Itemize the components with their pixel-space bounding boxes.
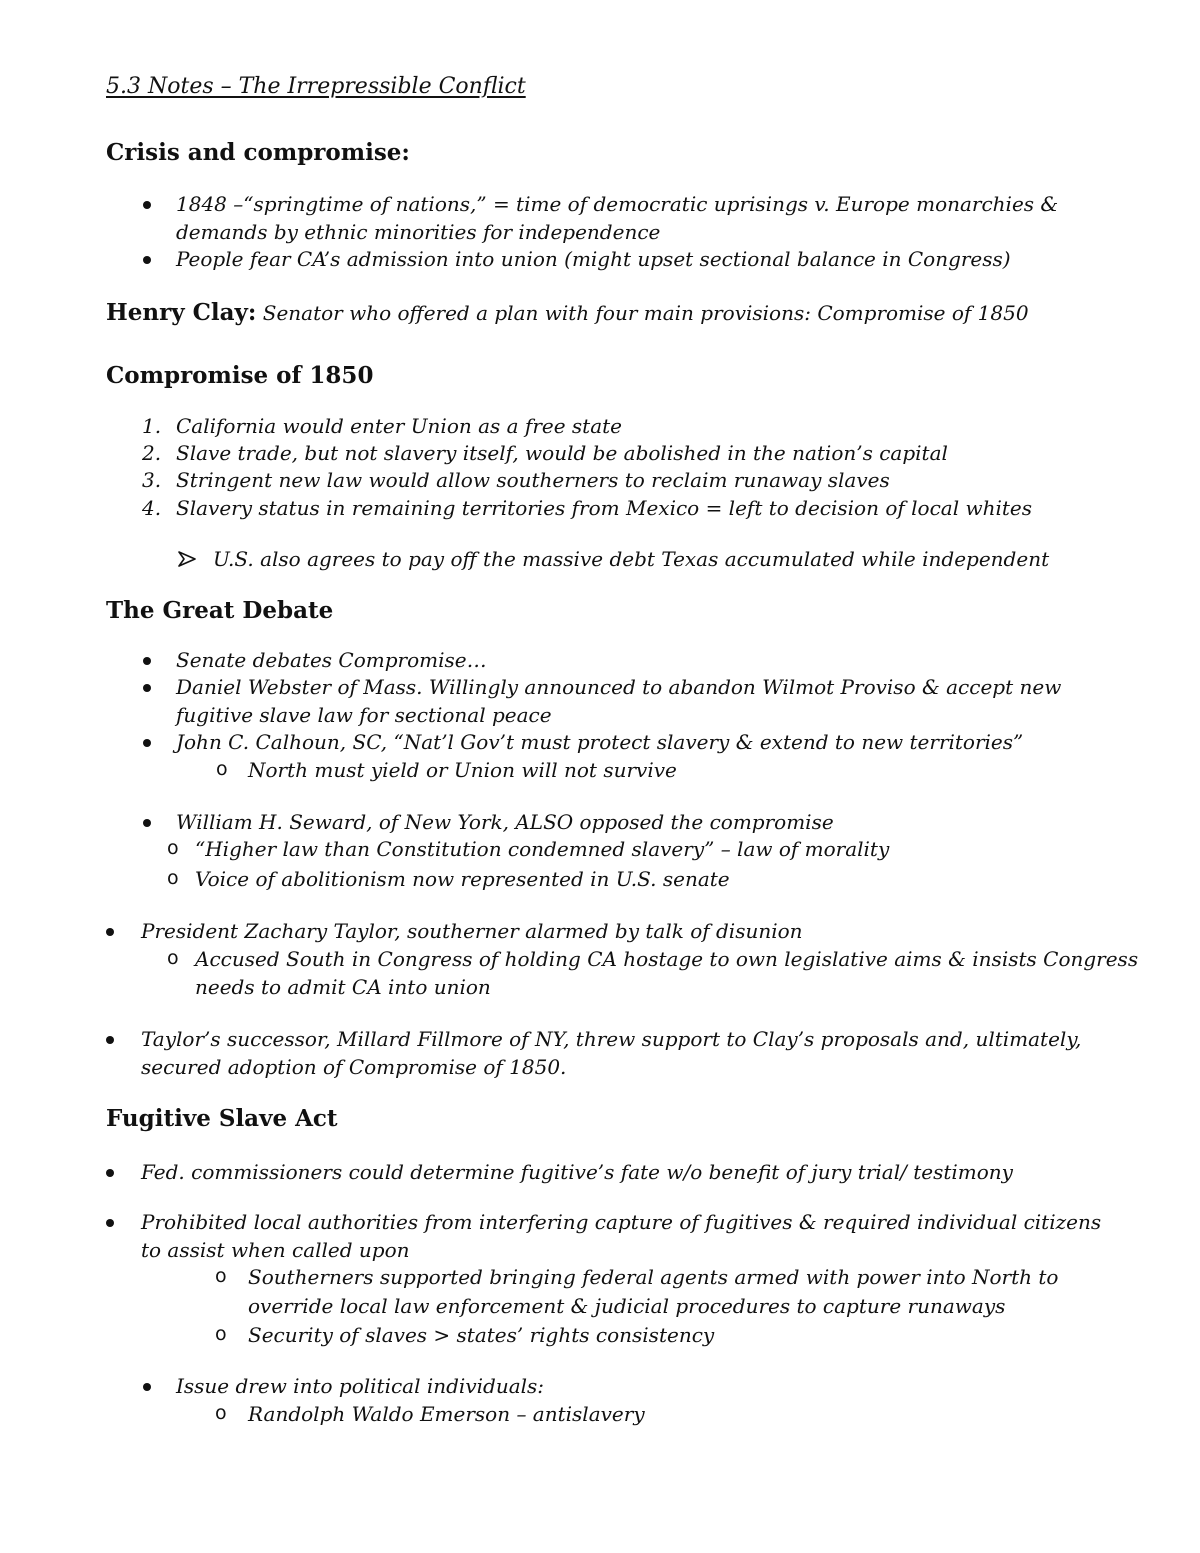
disc-bullet-icon [106, 1219, 114, 1227]
debate-bullet-6-line-2: secured adoption of Compromise of 1850. [141, 1055, 567, 1079]
list-number: 2. [142, 441, 162, 465]
circle-bullet-icon: o [167, 867, 179, 889]
compromise-item-1: California would enter Union as a free state [176, 414, 623, 438]
circle-bullet-icon: o [215, 1323, 227, 1345]
debate-bullet-3: John C. Calhoun, SC, “Nat’l Gov’t must protect slavery & extend to new territories” [176, 730, 1024, 754]
list-number: 1. [142, 414, 162, 438]
debate-bullet-4-sub-1: “Higher law than Constitution condemned slavery” – law of morality [195, 837, 890, 861]
compromise-arrow-note: U.S. also agrees to pay off the massive debt Texas accumulated while independent [213, 547, 1050, 571]
debate-bullet-1: Senate debates Compromise… [176, 648, 487, 672]
debate-bullet-5: President Zachary Taylor, southerner alarmed by talk of disunion [141, 919, 803, 943]
list-number: 4. [142, 496, 162, 520]
disc-bullet-icon [143, 256, 151, 264]
disc-bullet-icon [106, 928, 114, 936]
circle-bullet-icon: o [215, 1265, 227, 1287]
compromise-item-2: Slave trade, but not slavery itself, would be abolished in the nation’s capital [176, 441, 948, 465]
disc-bullet-icon [143, 739, 151, 747]
crisis-bullet-1-line-1: 1848 –“springtime of nations,” = time of democratic uprisings v. Europe monarchies & [176, 192, 1059, 216]
disc-bullet-icon [143, 684, 151, 692]
arrowhead-bullet-icon [178, 551, 196, 567]
circle-bullet-icon: o [167, 947, 179, 969]
section-heading-fugitive: Fugitive Slave Act [106, 1105, 338, 1132]
debate-bullet-3-sub: North must yield or Union will not survive [248, 758, 677, 782]
section-heading-compromise: Compromise of 1850 [106, 362, 374, 389]
fugitive-bullet-2-sub-1-line-2: override local law enforcement & judicial procedures to capture runaways [248, 1294, 1006, 1318]
fugitive-bullet-2-line-2: to assist when called upon [141, 1238, 410, 1262]
henry-clay-label: Henry Clay: [106, 299, 257, 326]
fugitive-bullet-1: Fed. commissioners could determine fugitive’s fate w/o benefit of jury trial/ testimony [141, 1160, 1013, 1184]
disc-bullet-icon [143, 201, 151, 209]
crisis-bullet-2: People fear CA’s admission into union (might upset sectional balance in Congress) [176, 247, 1011, 271]
page-title: 5.3 Notes – The Irrepressible Conflict [106, 74, 526, 99]
disc-bullet-icon [143, 657, 151, 665]
debate-bullet-2-line-2: fugitive slave law for sectional peace [176, 703, 552, 727]
fugitive-bullet-2-sub-2: Security of slaves > states’ rights consistency [248, 1323, 715, 1347]
circle-bullet-icon: o [216, 758, 228, 780]
compromise-item-4: Slavery status in remaining territories from Mexico = left to decision of local whites [176, 496, 1032, 520]
section-heading-debate: The Great Debate [106, 597, 334, 624]
debate-bullet-5-sub-line-2: needs to admit CA into union [195, 975, 491, 999]
list-number: 3. [142, 468, 162, 492]
henry-clay-text: Senator who offered a plan with four main provisions: Compromise of 1850 [262, 301, 1029, 325]
fugitive-bullet-3-sub: Randolph Waldo Emerson – antislavery [248, 1402, 645, 1426]
section-heading-crisis: Crisis and compromise: [106, 139, 410, 166]
crisis-bullet-1-line-2: demands by ethnic minorities for independence [176, 220, 661, 244]
fugitive-bullet-2-line-1: Prohibited local authorities from interfering capture of fugitives & required individual citizens [141, 1210, 1102, 1234]
debate-bullet-5-sub-line-1: Accused South in Congress of holding CA hostage to own legislative aims & insists Congress [195, 947, 1139, 971]
debate-bullet-6-line-1: Taylor’s successor, Millard Fillmore of NY, threw support to Clay’s proposals and, ultimately, [141, 1027, 1082, 1051]
disc-bullet-icon [143, 1383, 151, 1391]
debate-bullet-2-line-1: Daniel Webster of Mass. Willingly announced to abandon Wilmot Proviso & accept new [176, 675, 1062, 699]
fugitive-bullet-2-sub-1-line-1: Southerners supported bringing federal agents armed with power into North to [248, 1265, 1059, 1289]
debate-bullet-4: William H. Seward, of New York, ALSO opposed the compromise [176, 810, 834, 834]
disc-bullet-icon [106, 1036, 114, 1044]
circle-bullet-icon: o [215, 1402, 227, 1424]
henry-clay-line [106, 299, 1029, 327]
compromise-item-3: Stringent new law would allow southerners to reclaim runaway slaves [176, 468, 890, 492]
circle-bullet-icon: o [167, 837, 179, 859]
disc-bullet-icon [143, 819, 151, 827]
disc-bullet-icon [106, 1169, 114, 1177]
debate-bullet-4-sub-2: Voice of abolitionism now represented in U.S. senate [195, 867, 730, 891]
fugitive-bullet-3: Issue drew into political individuals: [176, 1374, 545, 1398]
